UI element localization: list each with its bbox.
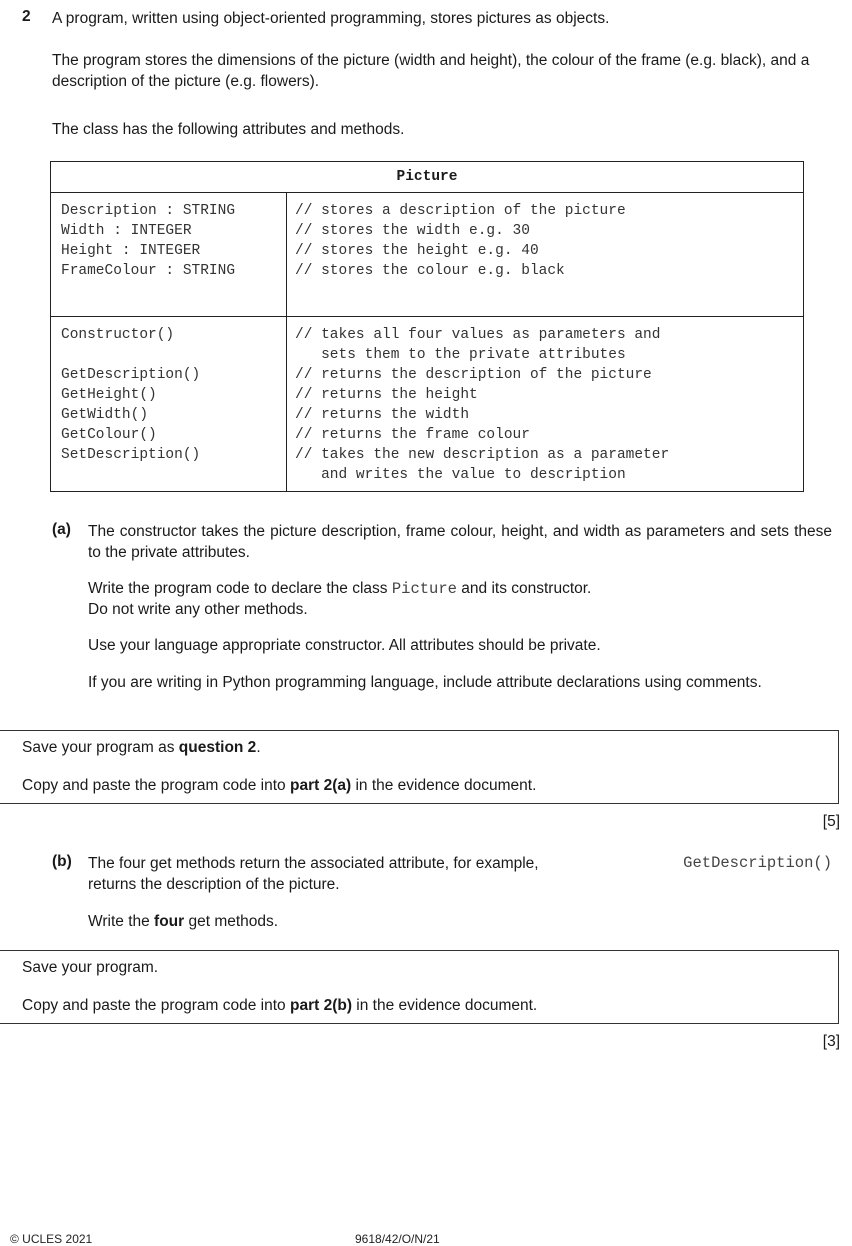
attribute-comments-cell [287,193,804,317]
method-comment: // takes all four values as parameters and [295,327,661,343]
intro-paragraph-1: A program, written using object-oriented programming, stores pictures as objects. [52,10,610,27]
method-name: GetDescription() [61,367,201,383]
intro-paragraph-3: The class has the following attributes and methods. [52,121,405,138]
part-a-text-5: If you are writing in Python programming language, include attribute declarations using comments. [88,674,762,691]
part-b-text-1: The four get methods return the associated attribute, for example, GetDescription() [88,854,832,872]
class-diagram-table [50,161,804,492]
class-name: Picture [51,162,804,193]
part-b-text-2: Write the four get methods. [88,913,279,930]
method-name: GetWidth() [61,407,149,423]
method-comment: // returns the width [295,407,470,423]
attribute-name: Width : INTEGER [61,223,192,239]
method-comment: sets them to the private attributes [295,347,626,363]
part-b-text-1-cont: returns the description of the picture. [88,876,340,893]
method-names-cell [51,317,287,492]
method-comment: // takes the new description as a parameter [295,447,670,463]
part-b-box-line-1: Save your program. [22,959,159,976]
attribute-comment: // stores a description of the picture [295,203,626,219]
part-a-text-1: The constructor takes the picture description, frame colour, height, and width as parameters and sets these to the private attributes. [88,523,832,561]
question-number: 2 [22,8,31,25]
attribute-name: Height : INTEGER [61,243,201,259]
method-comment: and writes the value to description [295,467,626,483]
part-a-instruction-box [0,730,839,804]
attribute-comment: // stores the width e.g. 30 [295,223,530,239]
method-comments-cell [287,317,804,492]
method-name: GetColour() [61,427,157,443]
part-b-label: (b) [52,853,72,870]
attribute-comment: // stores the height e.g. 40 [295,243,539,259]
part-a-text-4: Use your language appropriate constructor. All attributes should be private. [88,637,601,654]
part-b-box-line-2: Copy and paste the program code into part 2(b) in the evidence document. [22,997,538,1014]
attribute-name: Description : STRING [61,203,236,219]
footer-copyright: © UCLES 2021 [10,1232,93,1246]
attribute-name: FrameColour : STRING [61,263,236,279]
method-name: GetHeight() [61,387,157,403]
part-a-text-2: Write the program code to declare the class Picture and its constructor. [88,580,592,598]
attribute-names-cell [51,193,287,317]
part-a-box-line-2: Copy and paste the program code into part 2(a) in the evidence document. [22,777,537,794]
attribute-comment: // stores the colour e.g. black [295,263,565,279]
method-comment: // returns the description of the picture [295,367,652,383]
footer-paper-code: 9618/42/O/N/21 [355,1232,440,1246]
intro-paragraph-2: The program stores the dimensions of the picture (width and height), the colour of the frame (e.g. black), and a description of the picture (e.g. flowers). [52,52,810,90]
part-b-instruction-box [0,950,839,1024]
method-comment: // returns the frame colour [295,427,530,443]
part-a-box-line-1: Save your program as question 2. [22,739,261,756]
part-a-label: (a) [52,521,71,538]
method-comment: // returns the height [295,387,478,403]
part-a-text-3: Do not write any other methods. [88,601,308,618]
method-name: SetDescription() [61,447,201,463]
method-name: Constructor() [61,327,175,343]
part-a-marks: [5] [822,813,840,830]
part-b-marks: [3] [822,1033,840,1050]
